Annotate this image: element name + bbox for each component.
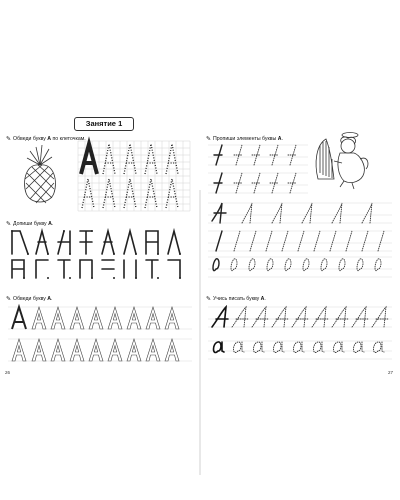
trace-grid bbox=[78, 141, 190, 211]
page-gutter bbox=[199, 190, 201, 475]
lesson-title: Занятие 1 bbox=[74, 117, 134, 131]
instruction-learn-to-write: ✎ Учись писать букву А. bbox=[206, 296, 266, 303]
letter-completion-row bbox=[10, 228, 190, 280]
letter-elements-practice bbox=[208, 143, 392, 293]
cursive-letter-rows bbox=[208, 305, 392, 365]
instruction-trace-grid: ✎ Обведи букву А по клеточкам. bbox=[6, 136, 86, 143]
instruction-outline-letter: ✎ Обведи букву А. bbox=[6, 296, 53, 303]
pineapple-illustration bbox=[16, 143, 64, 209]
right-page bbox=[202, 95, 398, 380]
pencil-icon: ✎ bbox=[6, 296, 12, 303]
instruction-complete-letter: ✎ Допиши букву А. bbox=[6, 221, 54, 228]
workbook-spread bbox=[0, 95, 400, 380]
pencil-icon: ✎ bbox=[206, 136, 212, 143]
pencil-icon: ✎ bbox=[6, 136, 12, 143]
left-page bbox=[2, 95, 198, 380]
outline-letter-rows bbox=[8, 305, 192, 365]
instruction-write-elements: ✎ Пропиши элементы буквы А. bbox=[206, 136, 283, 143]
pencil-icon: ✎ bbox=[206, 296, 212, 303]
page-number-right: 27 bbox=[388, 370, 394, 375]
pencil-icon: ✎ bbox=[6, 221, 12, 228]
page-number-left: 26 bbox=[5, 370, 11, 375]
